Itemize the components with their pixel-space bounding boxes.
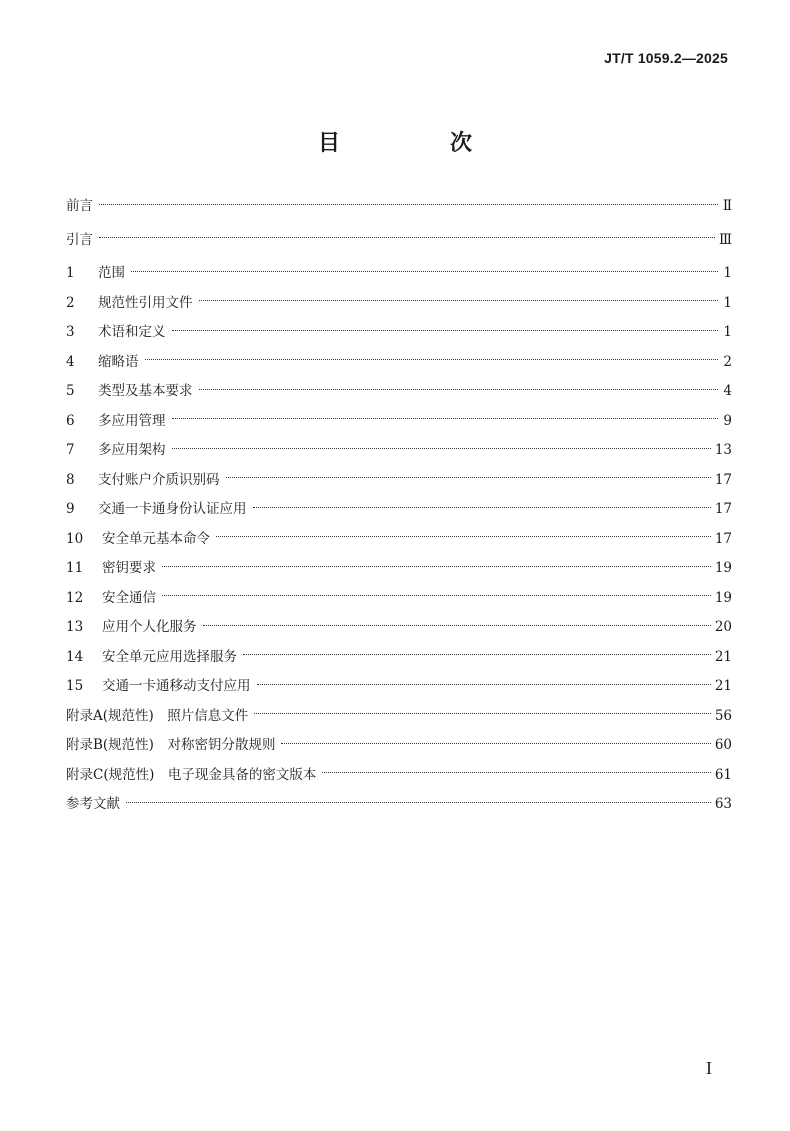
toc-entry-title[interactable]: 交通一卡通身份认证应用 bbox=[98, 501, 247, 517]
toc-entry-number: 11 bbox=[66, 560, 84, 576]
toc-dot-leader bbox=[126, 801, 711, 803]
toc-entry[interactable] bbox=[66, 407, 732, 437]
toc-entry-number: 3 bbox=[66, 324, 75, 340]
toc-entry-number: 14 bbox=[66, 648, 84, 665]
toc-entry-number: 10 bbox=[66, 530, 84, 547]
page-number: I bbox=[706, 1058, 712, 1078]
toc-dot-leader bbox=[216, 535, 711, 537]
toc-dot-leader bbox=[172, 417, 719, 419]
toc-entry-page: 17 bbox=[714, 501, 732, 517]
toc-entry[interactable] bbox=[66, 643, 732, 673]
toc-dot-leader bbox=[162, 565, 711, 567]
toc-entry[interactable] bbox=[66, 790, 732, 820]
toc-entry-title[interactable]: 前言 bbox=[66, 198, 93, 214]
toc-entry-title[interactable]: 多应用管理 bbox=[98, 412, 166, 429]
toc-entry-page: 13 bbox=[714, 442, 732, 458]
toc-dot-leader bbox=[322, 771, 710, 773]
toc-entry-title[interactable]: 缩略语 bbox=[98, 353, 139, 370]
toc-entry-page: Ⅲ bbox=[718, 231, 732, 248]
toc-entry-number: 13 bbox=[66, 619, 84, 635]
toc-entry-title[interactable]: 安全通信 bbox=[102, 589, 156, 606]
toc-dot-leader bbox=[253, 506, 711, 508]
toc-entry-title[interactable]: 类型及基本要求 bbox=[98, 383, 193, 399]
toc-entry-page: 63 bbox=[714, 796, 732, 812]
toc-entry-page: 21 bbox=[714, 678, 732, 694]
toc-entry-page: 9 bbox=[723, 412, 732, 429]
toc-entry[interactable] bbox=[66, 584, 732, 614]
toc-dot-leader bbox=[199, 299, 719, 301]
toc-entry-page: 56 bbox=[714, 707, 732, 724]
toc-entry-title[interactable]: 附录B(规范性) 对称密钥分散规则 bbox=[66, 737, 276, 753]
toc-entry-number: 2 bbox=[66, 294, 75, 311]
toc-entry-page: 1 bbox=[723, 324, 732, 340]
toc-entry-title[interactable]: 安全单元基本命令 bbox=[102, 530, 210, 547]
toc-dot-leader bbox=[131, 270, 718, 272]
toc-entry[interactable] bbox=[66, 702, 732, 732]
toc-entry-title[interactable]: 附录C(规范性) 电子现金具备的密文版本 bbox=[66, 766, 317, 783]
toc-entry-title[interactable]: 范围 bbox=[98, 265, 125, 281]
toc-entry-page: 21 bbox=[714, 648, 732, 665]
toc-entry-number: 8 bbox=[66, 471, 75, 488]
document-code: JT/T 1059.2—2025 bbox=[604, 50, 728, 66]
toc-entry-number: 12 bbox=[66, 589, 84, 606]
toc-entry-title[interactable]: 交通一卡通移动支付应用 bbox=[102, 678, 251, 694]
toc-entry[interactable] bbox=[66, 525, 732, 555]
toc-dot-leader bbox=[243, 653, 711, 655]
toc-entry-title[interactable]: 参考文献 bbox=[66, 796, 120, 812]
toc-dot-leader bbox=[203, 624, 711, 626]
toc-entry[interactable] bbox=[66, 554, 732, 584]
toc-entry-page: 2 bbox=[723, 353, 732, 370]
toc-entry-page: 17 bbox=[714, 530, 732, 547]
table-of-contents bbox=[66, 192, 732, 820]
toc-dot-leader bbox=[145, 358, 719, 360]
toc-entry-page: Ⅱ bbox=[722, 198, 732, 214]
toc-entry[interactable] bbox=[66, 377, 732, 407]
toc-entry-number: 9 bbox=[66, 501, 75, 517]
toc-dot-leader bbox=[281, 742, 710, 744]
toc-entry[interactable] bbox=[66, 289, 732, 319]
toc-entry-title[interactable]: 应用个人化服务 bbox=[102, 619, 197, 635]
toc-dot-leader bbox=[172, 447, 711, 449]
toc-entry[interactable] bbox=[66, 348, 732, 378]
toc-entry[interactable] bbox=[66, 672, 732, 702]
toc-entry-title[interactable]: 密钥要求 bbox=[102, 560, 156, 576]
toc-entry[interactable] bbox=[66, 495, 732, 525]
toc-entry-title[interactable]: 术语和定义 bbox=[98, 324, 166, 340]
toc-dot-leader bbox=[99, 236, 715, 238]
toc-dot-leader bbox=[162, 594, 711, 596]
toc-entry-title[interactable]: 安全单元应用选择服务 bbox=[102, 648, 237, 665]
toc-title: 目 次 bbox=[317, 131, 516, 156]
toc-entry-page: 20 bbox=[714, 619, 732, 635]
toc-entry-page: 1 bbox=[723, 294, 732, 311]
toc-dot-leader bbox=[254, 712, 711, 714]
toc-entry-page: 17 bbox=[714, 471, 732, 488]
toc-entry-title[interactable]: 支付账户介质识别码 bbox=[98, 471, 220, 488]
toc-entry-number: 5 bbox=[66, 383, 75, 399]
toc-entry-page: 61 bbox=[714, 766, 732, 783]
toc-entry-number: 15 bbox=[66, 678, 84, 694]
toc-entry-page: 1 bbox=[723, 265, 732, 281]
toc-entry[interactable] bbox=[66, 259, 732, 289]
toc-entry[interactable] bbox=[66, 436, 732, 466]
toc-entry-title[interactable]: 多应用架构 bbox=[98, 442, 166, 458]
toc-dot-leader bbox=[99, 203, 718, 205]
toc-entry-title[interactable]: 附录A(规范性) 照片信息文件 bbox=[66, 707, 249, 724]
toc-entry-number: 1 bbox=[66, 265, 75, 281]
toc-dot-leader bbox=[199, 388, 719, 390]
toc-entry-page: 4 bbox=[723, 383, 732, 399]
toc-entry-title[interactable]: 引言 bbox=[66, 231, 93, 248]
toc-entry-number: 7 bbox=[66, 442, 75, 458]
toc-entry[interactable] bbox=[66, 226, 732, 256]
toc-entry[interactable] bbox=[66, 761, 732, 791]
toc-entry[interactable] bbox=[66, 613, 732, 643]
toc-entry-number: 6 bbox=[66, 412, 75, 429]
toc-entry[interactable] bbox=[66, 192, 732, 222]
toc-entry-title[interactable]: 规范性引用文件 bbox=[98, 294, 193, 311]
toc-entry-page: 60 bbox=[714, 737, 732, 753]
toc-entry[interactable] bbox=[66, 318, 732, 348]
toc-entry-page: 19 bbox=[714, 560, 732, 576]
toc-dot-leader bbox=[257, 683, 711, 685]
toc-entry-number: 4 bbox=[66, 353, 75, 370]
toc-entry[interactable] bbox=[66, 731, 732, 761]
toc-entry-page: 19 bbox=[714, 589, 732, 606]
toc-dot-leader bbox=[172, 329, 719, 331]
toc-dot-leader bbox=[226, 476, 711, 478]
toc-entry[interactable] bbox=[66, 466, 732, 496]
